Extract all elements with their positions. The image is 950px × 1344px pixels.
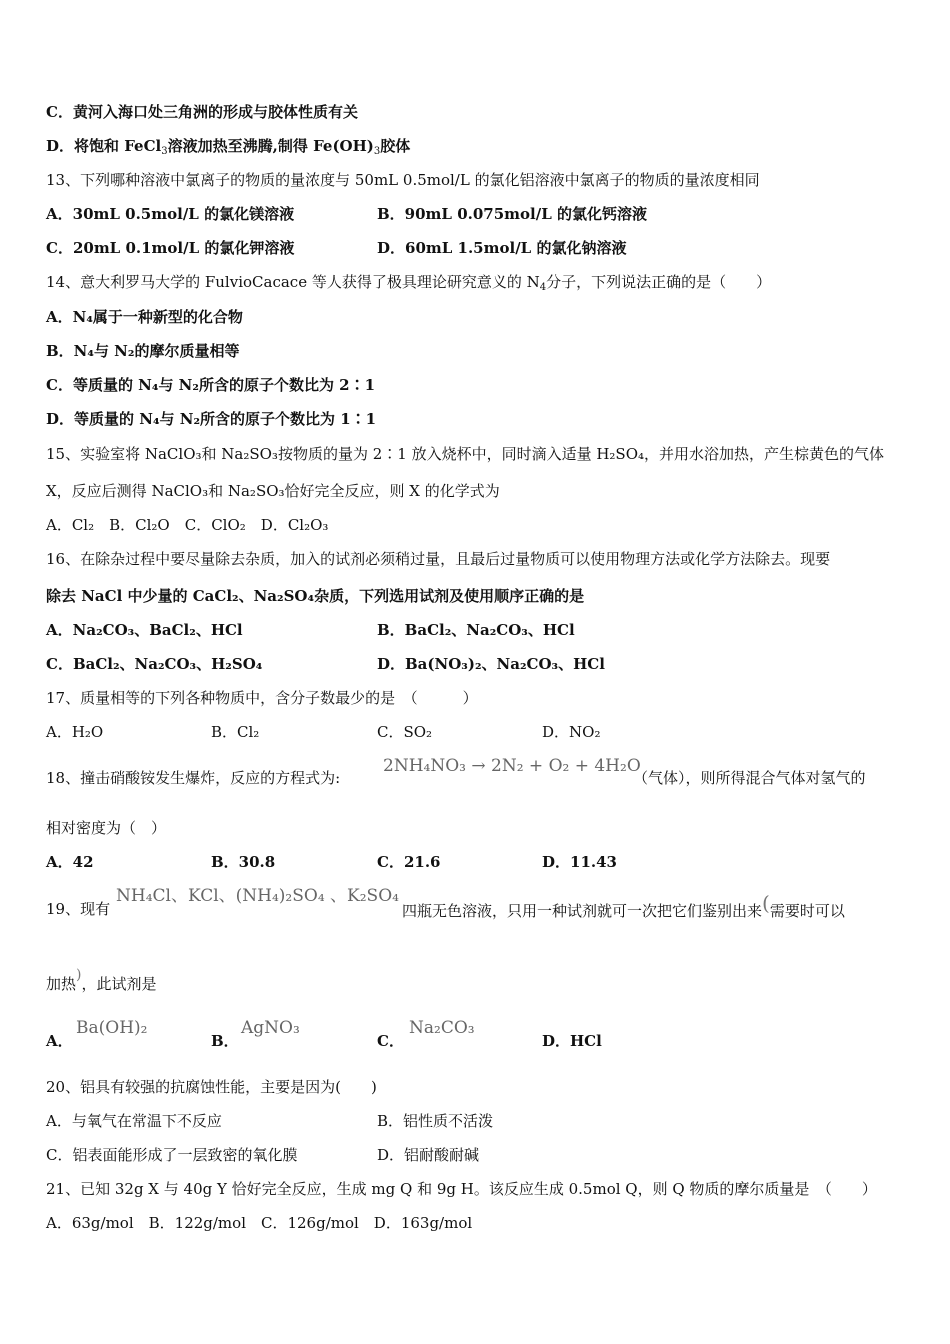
q16-option-c-text: C．BaCl₂、Na₂CO₃、H₂SO₄	[46, 655, 263, 673]
q18-option-d	[542, 852, 617, 872]
q13-option-b	[377, 204, 647, 224]
q16-option-a-text: A．Na₂CO₃、BaCl₂、HCl	[46, 621, 243, 639]
q19-line2-text: 加热	[46, 975, 77, 993]
q19-open-paren: (	[762, 891, 770, 915]
q16-option-c	[46, 654, 262, 674]
q13-option-c-text: C．20mL 0.1mol/L 的氯化钾溶液	[46, 239, 295, 257]
q16-option-b	[377, 620, 575, 640]
q14-stem-pre: 14、意大利罗马大学的 FulvioCacace 等人获得了极具理论研究意义的 N	[46, 273, 540, 291]
q16-option-d	[377, 654, 605, 674]
q19-line2-post-text: ，此试剂是	[81, 975, 157, 993]
q20-option-d	[377, 1145, 479, 1165]
q18-option-c-text: C．21.6	[377, 853, 441, 871]
q14-option-b	[46, 341, 239, 361]
q21-stem	[46, 1179, 877, 1199]
q19-option-a-formula-text: Ba(OH)₂	[76, 1018, 148, 1038]
q16-stem-line1-text: 16、在除杂过程中要尽量除去杂质，加入的试剂必须稍过量，且最后过量物质可以使用物理方法或化学方法除去。现要	[46, 550, 831, 568]
q19-close-paren: )	[76, 967, 82, 983]
q13-option-c	[46, 238, 294, 258]
q17-stem-text: 17、质量相等的下列各种物质中，含分子数最少的是 （ ）	[46, 689, 478, 707]
q17-option-b	[211, 722, 259, 742]
q18-option-b-text: B．30.8	[211, 853, 276, 871]
q17-stem	[46, 688, 478, 708]
q17-option-d-text: D．NO₂	[542, 723, 601, 741]
q12-option-d	[46, 136, 410, 156]
q19-option-a-label-text: A．	[46, 1032, 73, 1050]
q12-option-d-sub2: 3	[373, 146, 381, 157]
q18-equation-text: 2NH₄NO₃ → 2N₂ + O₂ + 4H₂O	[383, 756, 641, 776]
q19-stem-pre-text: 19、现有	[46, 900, 111, 918]
q12-option-c	[46, 102, 358, 122]
q20-option-d-text: D．铝耐酸耐碱	[377, 1146, 480, 1164]
q14-stem-sub: 4	[539, 282, 547, 293]
q20-option-b-text: B．铝性质不活泼	[377, 1112, 494, 1130]
q21-stem-text: 21、已知 32g X 与 40g Y 恰好完全反应，生成 mg Q 和 9g H。该反应生成 0.5mol Q，则 Q 物质的摩尔质量是 （ ）	[46, 1180, 877, 1198]
q13-stem	[46, 170, 760, 190]
q20-option-a-text: A．与氧气在常温下不反应	[46, 1112, 222, 1130]
q20-option-c-text: C．铝表面能形成了一层致密的氧化膜	[46, 1146, 298, 1164]
q14-option-b-text: B．N₄与 N₂的摩尔质量相等	[46, 342, 240, 360]
q19-stem-line2	[46, 967, 157, 995]
q19-option-c-formula-text: Na₂CO₃	[409, 1018, 475, 1038]
q13-stem-text: 13、下列哪种溶液中氯离子的物质的量浓度与 50mL 0.5mol/L 的氯化铝溶液中氯离子的物质的量浓度相同	[46, 171, 760, 189]
q18-stem-pre: 18、撞击硝酸铵发生爆炸，反应的方程式为:	[46, 769, 341, 787]
q15-stem-line2	[46, 481, 500, 501]
q14-stem-post: 分子，下列说法正确的是（ ）	[546, 273, 772, 291]
q13-option-d-text: D．60mL 1.5mol/L 的氯化钠溶液	[377, 239, 627, 257]
q19-option-d-text: D．HCl	[542, 1032, 602, 1050]
q19-option-d	[542, 1031, 602, 1051]
q16-option-b-text: B．BaCl₂、Na₂CO₃、HCl	[377, 621, 575, 639]
q16-option-a	[46, 620, 243, 640]
q14-option-a-text: A．N₄属于一种新型的化合物	[46, 308, 243, 326]
q18-option-a-text: A．42	[46, 853, 94, 871]
q20-option-a	[46, 1111, 222, 1131]
q15-options	[46, 515, 328, 535]
q13-option-d	[377, 238, 626, 258]
q12-option-d-mid: 溶液加热至沸腾,制得 Fe(OH)	[167, 137, 374, 155]
q17-option-d	[542, 722, 600, 742]
q19-formulas	[116, 886, 399, 906]
q12-option-d-post: 胶体	[380, 137, 411, 155]
q14-option-a	[46, 307, 243, 327]
q13-option-a	[46, 204, 294, 224]
q16-stem-line2	[46, 586, 584, 606]
q19-option-c-label-text: C．	[377, 1032, 404, 1050]
q19-option-c-label	[377, 1031, 404, 1051]
q14-option-d-text: D．等质量的 N₄与 N₂所含的原子个数比为 1∶1	[46, 410, 377, 428]
q13-option-b-text: B．90mL 0.075mol/L 的氯化钙溶液	[377, 205, 647, 223]
q14-stem	[46, 272, 771, 292]
q15-options-text: A．Cl₂ B．Cl₂O C．ClO₂ D．Cl₂O₃	[46, 516, 329, 534]
q19-option-b-label-text: B．	[211, 1032, 239, 1050]
q15-stem-line1	[46, 444, 884, 464]
q20-option-c	[46, 1145, 297, 1165]
q18-option-d-text: D．11.43	[542, 853, 617, 871]
q19-formulas-text: NH₄Cl、KCl、(NH₄)₂SO₄ 、K₂SO₄	[116, 886, 399, 906]
q15-stem-line1-text: 15、实验室将 NaClO₃和 Na₂SO₃按物质的量为 2∶1 放入烧杯中，同时滴入适量 H₂SO₄，并用水浴加热，产生棕黄色的气体	[46, 445, 885, 463]
q12-option-c-text: C．黄河入海口处三角洲的形成与胶体性质有关	[46, 103, 358, 121]
q19-stem-post-text: 四瓶无色溶液，只用一种试剂就可一次把它们鉴别出来	[402, 902, 763, 920]
q14-option-c	[46, 375, 375, 395]
q17-option-c-text: C．SO₂	[377, 723, 433, 741]
q16-stem-line1	[46, 549, 830, 569]
q13-option-a-text: A．30mL 0.5mol/L 的氯化镁溶液	[46, 205, 295, 223]
q19-option-c-formula	[409, 1018, 475, 1038]
q21-options-text: A．63g/mol B．122g/mol C．126g/mol D．163g/mol	[46, 1214, 473, 1232]
q18-stem-line2	[46, 818, 166, 838]
q16-stem-line2-text: 除去 NaCl 中少量的 CaCl₂、Na₂SO₄杂质，下列选用试剂及使用顺序正确的是	[46, 587, 585, 605]
q17-option-a	[46, 722, 103, 742]
q19-option-b-formula	[241, 1018, 300, 1038]
q19-option-b-formula-text: AgNO₃	[241, 1018, 300, 1038]
q19-stem-post2-text: 需要时可以	[769, 902, 845, 920]
q17-option-b-text: B．Cl₂	[211, 723, 260, 741]
q18-option-b	[211, 852, 275, 872]
q19-option-b-label	[211, 1031, 239, 1051]
q14-option-c-text: C．等质量的 N₄与 N₂所含的原子个数比为 2∶1	[46, 376, 376, 394]
q18-stem-post	[633, 768, 866, 788]
q17-option-a-text: A．H₂O	[46, 723, 104, 741]
q14-option-d	[46, 409, 376, 429]
q18-equation	[383, 756, 641, 776]
q21-options	[46, 1213, 472, 1233]
q12-option-d-pre: D．将饱和 FeCl	[46, 137, 162, 155]
q18-stem-post-text: （气体），则所得混合气体对氢气的	[633, 769, 866, 787]
q17-option-c	[377, 722, 432, 742]
q19-option-a-label	[46, 1031, 73, 1051]
q15-stem-line2-text: X，反应后测得 NaClO₃和 Na₂SO₃恰好完全反应，则 X 的化学式为	[46, 482, 500, 500]
q20-stem	[46, 1077, 377, 1097]
q19-stem-pre	[46, 899, 110, 919]
q19-stem-post	[402, 891, 845, 921]
q20-stem-text: 20、铝具有较强的抗腐蚀性能，主要是因为( )	[46, 1078, 377, 1096]
q18-stem	[46, 768, 340, 788]
q18-option-a	[46, 852, 94, 872]
q19-option-a-formula	[76, 1018, 147, 1038]
q16-option-d-text: D．Ba(NO₃)₂、Na₂CO₃、HCl	[377, 655, 605, 673]
q20-option-b	[377, 1111, 493, 1131]
q18-stem-line2-text: 相对密度为（ ）	[46, 819, 167, 837]
q12-option-d-sub: 3	[161, 146, 168, 157]
q18-option-c	[377, 852, 440, 872]
